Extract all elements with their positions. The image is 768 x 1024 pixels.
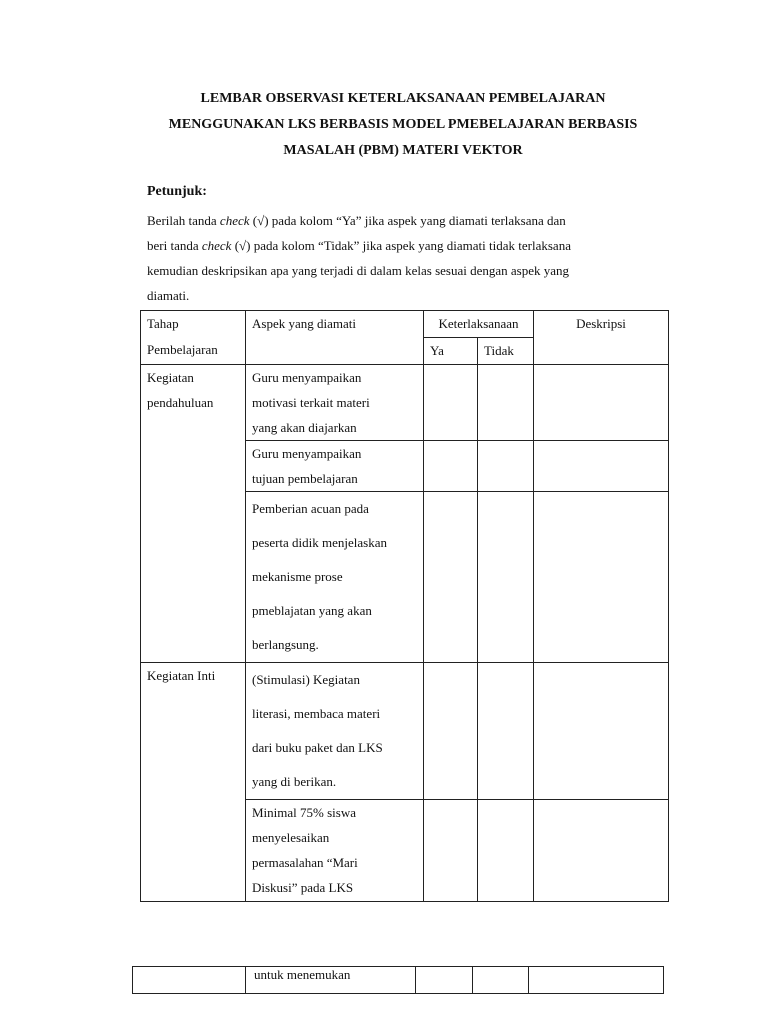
deskripsi-cell[interactable]: [534, 441, 669, 492]
instructions-line-1: [147, 208, 667, 233]
aspect-cell: [246, 663, 424, 800]
stage-cell: [133, 967, 246, 994]
deskripsi-cell[interactable]: [529, 967, 664, 994]
header-aspek: Aspek yang diamati: [246, 311, 424, 365]
aspect-line: tujuan pembelajaran: [252, 471, 358, 486]
aspect-line: Guru menyampaikan: [252, 370, 362, 385]
instructions-text: [147, 208, 667, 308]
tidak-cell[interactable]: [478, 441, 534, 492]
tidak-cell[interactable]: [478, 800, 534, 902]
table-row: [141, 365, 669, 441]
header-tidak: Tidak: [478, 338, 534, 365]
header-ya: Ya: [424, 338, 478, 365]
ya-cell[interactable]: [424, 365, 478, 441]
aspect-line: menyelesaikan: [252, 830, 330, 845]
aspect-line: (Stimulasi) Kegiatan: [252, 672, 360, 687]
instructions-line-3: kemudian deskripsikan apa yang terjadi di dalam kelas sesuai dengan aspek yang: [147, 263, 570, 278]
aspect-line: peserta didik menjelaskan: [252, 535, 388, 550]
aspect-line: yang di berikan.: [252, 774, 337, 789]
aspect-line: literasi, membaca materi: [252, 706, 381, 721]
aspect-cell: [246, 365, 424, 441]
title-line-1: LEMBAR OBSERVASI KETERLAKSANAAN PEMBELAJARAN: [200, 91, 606, 106]
stage-line: pendahuluan: [147, 395, 214, 410]
header-keterlaksanaan: Keterlaksanaan: [424, 311, 534, 338]
aspect-line: permasalahan “Mari: [252, 855, 358, 870]
deskripsi-cell[interactable]: [534, 800, 669, 902]
aspect-line: Minimal 75% siswa: [252, 805, 356, 820]
aspect-line: Diskusi” pada LKS: [252, 880, 354, 895]
aspect-line: mekanisme prose: [252, 569, 343, 584]
aspect-line: yang akan diajarkan: [252, 420, 357, 435]
deskripsi-cell[interactable]: [534, 365, 669, 441]
deskripsi-cell[interactable]: [534, 663, 669, 800]
ya-cell[interactable]: [424, 663, 478, 800]
ya-cell[interactable]: [424, 800, 478, 902]
instr-check-word: check: [219, 213, 250, 228]
header-tahap: [141, 311, 246, 365]
header-tahap-line: Tahap: [147, 316, 179, 331]
document-title: [140, 86, 666, 164]
tidak-cell[interactable]: [478, 492, 534, 663]
tidak-cell[interactable]: [478, 365, 534, 441]
instr-text: beri tanda: [147, 238, 202, 253]
aspect-cell: untuk menemukan: [246, 967, 416, 994]
aspect-line: berlangsung.: [252, 637, 319, 652]
tidak-cell[interactable]: [473, 967, 529, 994]
instructions-line-4: diamati.: [147, 288, 190, 303]
stage-pendahuluan: [141, 365, 246, 663]
aspect-cell: [246, 441, 424, 492]
header-tahap-line: Pembelajaran: [147, 342, 218, 357]
instructions-heading: Petunjuk:: [147, 184, 207, 199]
instructions-line-2: [147, 233, 667, 258]
table-row: [133, 967, 664, 994]
aspect-cell: [246, 800, 424, 902]
ya-cell[interactable]: [416, 967, 473, 994]
aspect-line: motivasi terkait materi: [252, 395, 370, 410]
instr-text: (√) pada kolom “Ya” jika aspek yang diamati terlaksana dan: [249, 213, 566, 228]
title-line-3: MASALAH (PBM) MATERI VEKTOR: [283, 143, 523, 158]
aspect-line: Pemberian acuan pada: [252, 501, 369, 516]
header-row: [141, 311, 669, 338]
instr-text: Berilah tanda: [147, 213, 220, 228]
tidak-cell[interactable]: [478, 663, 534, 800]
aspect-line: pmeblajatan yang akan: [252, 603, 372, 618]
stage-line: Kegiatan: [147, 370, 194, 385]
table-row: [141, 663, 669, 800]
instr-text: (√) pada kolom “Tidak” jika aspek yang diamati tidak terlaksana: [231, 238, 571, 253]
stage-inti: Kegiatan Inti: [141, 663, 246, 902]
deskripsi-cell[interactable]: [534, 492, 669, 663]
ya-cell[interactable]: [424, 441, 478, 492]
ya-cell[interactable]: [424, 492, 478, 663]
aspect-line: dari buku paket dan LKS: [252, 740, 383, 755]
title-line-2: MENGGUNAKAN LKS BERBASIS MODEL PMEBELAJARAN BERBASIS: [168, 117, 638, 132]
header-deskripsi: Deskripsi: [534, 311, 669, 365]
instr-check-word: check: [201, 238, 232, 253]
aspect-cell: [246, 492, 424, 663]
continuation-table: [132, 966, 664, 994]
observation-table: [140, 310, 669, 902]
aspect-line: Guru menyampaikan: [252, 446, 362, 461]
